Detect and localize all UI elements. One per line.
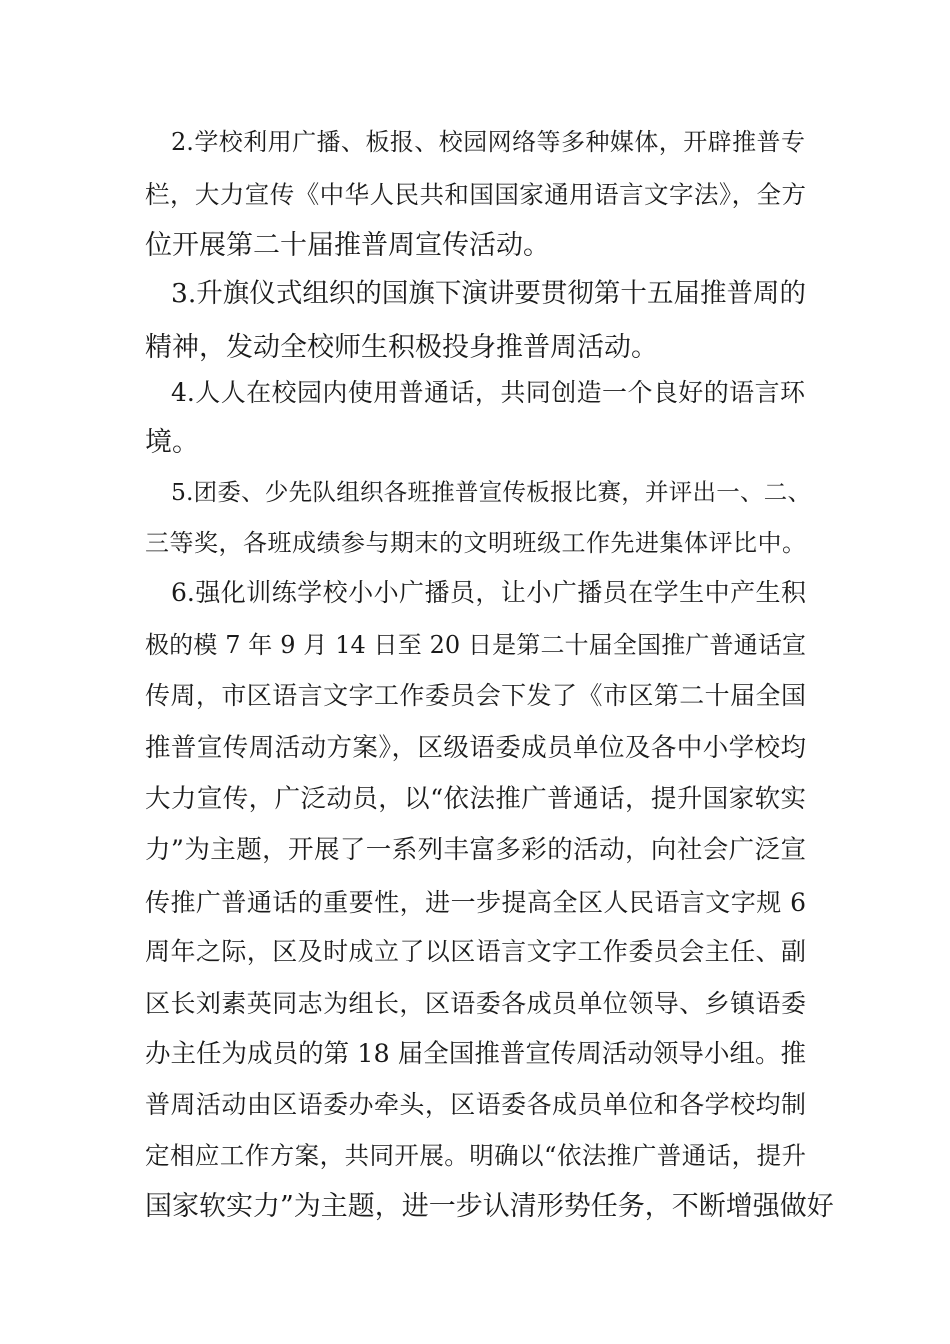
paragraph-line: 推普宣传周活动方案》，区级语委成员单位及各中小学校均 [145, 733, 806, 763]
paragraph-line: 传周，市区语言文字工作委员会下发了《市区第二十届全国 [145, 681, 806, 710]
paragraph-first-line: 2.学校利用广播、板报、校园网络等多种媒体，开辟推普专 [171, 128, 805, 156]
paragraph-first-line: 3.升旗仪式组织的国旗下演讲要贯彻第十五届推普周的 [171, 278, 806, 309]
paragraph-line: 精神，发动全校师生积极投身推普周活动。 [145, 332, 658, 363]
paragraph-line: 普周活动由区语委办牵头，区语委各成员单位和各学校均制 [145, 1090, 806, 1119]
paragraph-line: 办主任为成员的第 18 届全国推普宣传周活动领导小组。推 [145, 1039, 806, 1069]
paragraph-line: 传推广普通话的重要性，进一步提高全区人民语言文字规 6 [145, 888, 806, 917]
paragraph-line: 区长刘素英同志为组长，区语委各成员单位领导、乡镇语委 [145, 989, 806, 1018]
paragraph-line: 位开展第二十届推普周宣传活动。 [145, 230, 550, 261]
paragraph-line: 境。 [145, 427, 199, 458]
paragraph-first-line: 4.人人在校园内使用普通话，共同创造一个良好的语言环 [171, 378, 805, 407]
paragraph-line: 周年之际，区及时成立了以区语言文字工作委员会主任、副 [145, 937, 806, 966]
paragraph-first-line: 6.强化训练学校小小广播员，让小广播员在学生中产生积 [171, 578, 806, 607]
paragraph-line: 三等奖，各班成绩参与期末的文明班级工作先进集体评比中。 [145, 529, 806, 557]
paragraph-line: 极的模 7 年 9 月 14 日至 20 日是第二十届全国推广普通话宣 [145, 631, 806, 659]
paragraph-line: 定相应工作方案，共同开展。明确以“依法推广普通话，提升 [145, 1141, 806, 1170]
paragraph-line: 大力宣传，广泛动员，以“依法推广普通话，提升国家软实 [145, 784, 806, 814]
paragraph-line: 力”为主题，开展了一系列丰富多彩的活动，向社会广泛宣 [145, 835, 806, 865]
paragraph-first-line: 5.团委、少先队组织各班推普宣传板报比赛，并评出一、二、 [171, 478, 811, 506]
paragraph-line: 国家软实力”为主题，进一步认清形势任务，不断增强做好 [145, 1191, 834, 1222]
paragraph-line: 栏，大力宣传《中华人民共和国国家通用语言文字法》，全方 [145, 180, 806, 209]
